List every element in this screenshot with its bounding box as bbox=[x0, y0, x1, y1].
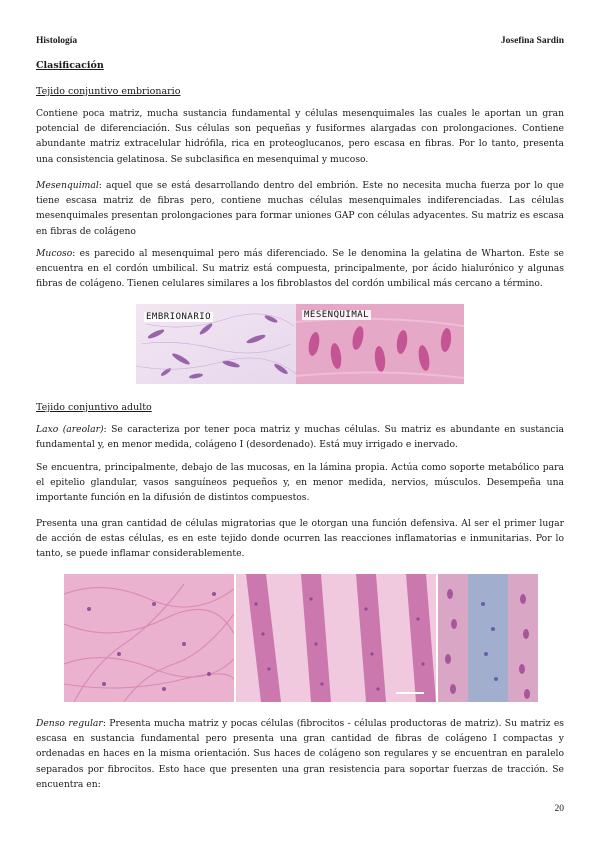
micrograph-embrionario bbox=[136, 304, 296, 384]
paragraph-laxo-ubicacion: Se encuentra, principalmente, debajo de las mucosas, en la lámina propia. Actúa como soporte metabólico para el epitelio glandular, vasos sanguíneos pequeños y, en menor medida, nervios, músculos. Desempeña una importante función en la difusión de distintos compuestos. bbox=[36, 462, 564, 504]
paragraph-denso-regular bbox=[36, 716, 564, 792]
heading-adulto: Tejido conjuntivo adulto bbox=[36, 402, 152, 413]
term-denso-regular: Denso regular bbox=[36, 718, 103, 729]
micrograph-laxo bbox=[64, 574, 234, 702]
text-denso-regular: : Presenta mucha matriz y pocas células (fibrocitos - células productoras de matriz). Su matriz es escasa en sustancia fundamental pero presenta una gran cantidad de fibras de colágeno I compactas y ordenadas en haces en la misma orientación. Sus haces de colágeno son regulares y se encuentran en paralelo separados por fibrocitos. Esto hace que presenten una gran resistencia para soportar fuerzas de tracción. Se encuentra en: bbox=[36, 718, 564, 790]
paragraph-embrionario-intro: Contiene poca matriz, mucha sustancia fundamental y células mesenquimales las cuales le aportan un gran potencial de diferenciación. Sus células son pequeñas y fusiformes alargadas con prolongaciones. Contiene abundante matriz extracelular hidrófila, rica en proteoglucanos, pero escasa en fibras. Por lo tanto, presenta una consistencia gelatinosa. Se subclasifica en mesenquimal y mucoso. bbox=[36, 108, 564, 165]
text-laxo: : Se caracteriza por tener poca matriz y muchas células. Su matriz es abundante en sustancia fundamental y, en menor medida, colágeno I (desordenado). Está muy irrigado e inervado. bbox=[36, 424, 564, 451]
micrograph-lamina-propia bbox=[236, 574, 436, 702]
label-embrionario: EMBRIONARIO bbox=[146, 312, 212, 322]
term-mesenquimal: Mesenquimal bbox=[36, 180, 99, 191]
paragraph-mucoso bbox=[36, 246, 564, 292]
paragraph-laxo bbox=[36, 422, 564, 452]
micrograph-celulas-migratorias bbox=[438, 574, 538, 702]
label-mesenquimal: MESENQUIMAL bbox=[304, 310, 370, 320]
micrograph-mesenquimal bbox=[296, 304, 464, 384]
text-mucoso: : es parecido al mesenquimal pero más diferenciado. Se le denomina la gelatina de Wharton. Este se encuentra en el cordón umbilical. Su matriz está compuesta, principalmente, por ácido hialurónico y algunas fibras de colágeno. Tienen celulares similares a los fibroblastos del cordón umbilical más cercano a término. bbox=[36, 248, 564, 290]
page-number: 20 bbox=[554, 804, 564, 814]
text-mesenquimal: : aquel que se está desarrollando dentro del embrión. Este no necesita mucha fuerza por lo que tiene escasa matriz de fibras pero, contiene muchas células mesenquimales indiferenciadas. Las células mesenquimales presentan prolongaciones para formar uniones GAP con células adyacentes. Su matriz es escasa en fibras de colágeno bbox=[36, 180, 564, 237]
header-subject: Histología bbox=[36, 36, 78, 46]
section-title: Clasificación bbox=[36, 60, 104, 71]
heading-embrionario: Tejido conjuntivo embrionario bbox=[36, 86, 181, 97]
header-author: Josefina Sardin bbox=[500, 36, 564, 46]
page-header bbox=[36, 36, 564, 50]
paragraph-mesenquimal bbox=[36, 178, 564, 239]
paragraph-laxo-defensa: Presenta una gran cantidad de células migratorias que le otorgan una función defensiva. Al ser el primer lugar de acción de estas células, es en este tejido donde ocurren las reacciones inflamatorias e inmunitarias. Por lo tanto, se puede inflamar considerablemente. bbox=[36, 518, 564, 560]
term-mucoso: Mucoso bbox=[36, 248, 73, 259]
term-laxo: Laxo (areolar) bbox=[36, 424, 104, 435]
